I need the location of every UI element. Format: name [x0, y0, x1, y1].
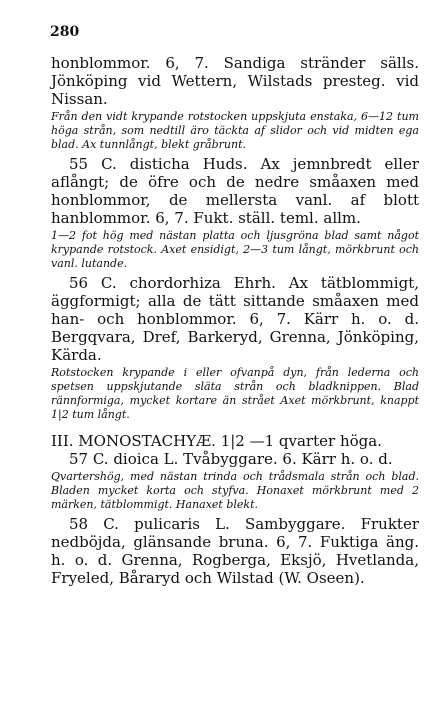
species-entry: 56 C. chordorhiza Ehrh. Ax tätblommigt, äggformigt; alla de tätt sittande småaxen med han- och honblommor. 6, 7. Kärr h. o. d. Bergqvara, Dref, Barkeryd, Grenna, Jönköping, Kärda.: [51, 274, 419, 364]
species-description: Rotstocken krypande i eller ofvanpå dyn, från lederna och spetsen uppskjutande släta strån och bladknippen. Blad rännformiga, mycket kortare än strået Axet mörkbrunt, knappt 1|2 tum långt.: [51, 366, 419, 421]
text-body: [51, 54, 419, 587]
section-heading: III. MONOSTACHYÆ. 1|2 —1 qvarter höga.: [51, 432, 382, 450]
species-description: 1—2 fot hög med nästan platta och ljusgröna blad samt något krypande rotstock. Axet ensidigt, 2—3 tum långt, mörkbrunt och vanl. lutande.: [51, 229, 419, 270]
species-entry: 57 C. dioica L. Tvåbyggare. 6. Kärr h. o. d.: [69, 450, 393, 468]
species-entry: 55 C. disticha Huds. Ax jemnbredt eller aflångt; de öfre och de nedre småaxen med honblommor, de mellersta vanl. af blott hanblommor. 6, 7. Fukt. ställ. teml. allm.: [51, 155, 419, 227]
species-description: Från den vidt krypande rotstocken uppskjuta enstaka, 6—12 tum höga strån, som nedtill äro täckta af slidor och vid midten ega blad. Ax tunnlångt, blekt gråbrunt.: [51, 110, 419, 151]
page-number: 280: [50, 24, 80, 40]
species-description: Qvartershög, med nästan trinda och trådsmala strån och blad. Bladen mycket korta och styfva. Honaxet mörkbrunt med 2 märken, tätblommigt. Hanaxet blekt.: [51, 470, 419, 511]
species-entry: honblommor. 6, 7. Sandiga stränder sälls. Jönköping vid Wettern, Wilstads presteg. vid Nissan.: [51, 54, 419, 108]
species-entry: 58 C. pulicaris L. Sambyggare. Frukter nedböjda, glänsande bruna. 6, 7. Fuktiga äng. h. o. d. Grenna, Rogberga, Eksjö, Hvetlanda, Fryeled, Båraryd och Wilstad (W. Oseen).: [51, 515, 419, 587]
